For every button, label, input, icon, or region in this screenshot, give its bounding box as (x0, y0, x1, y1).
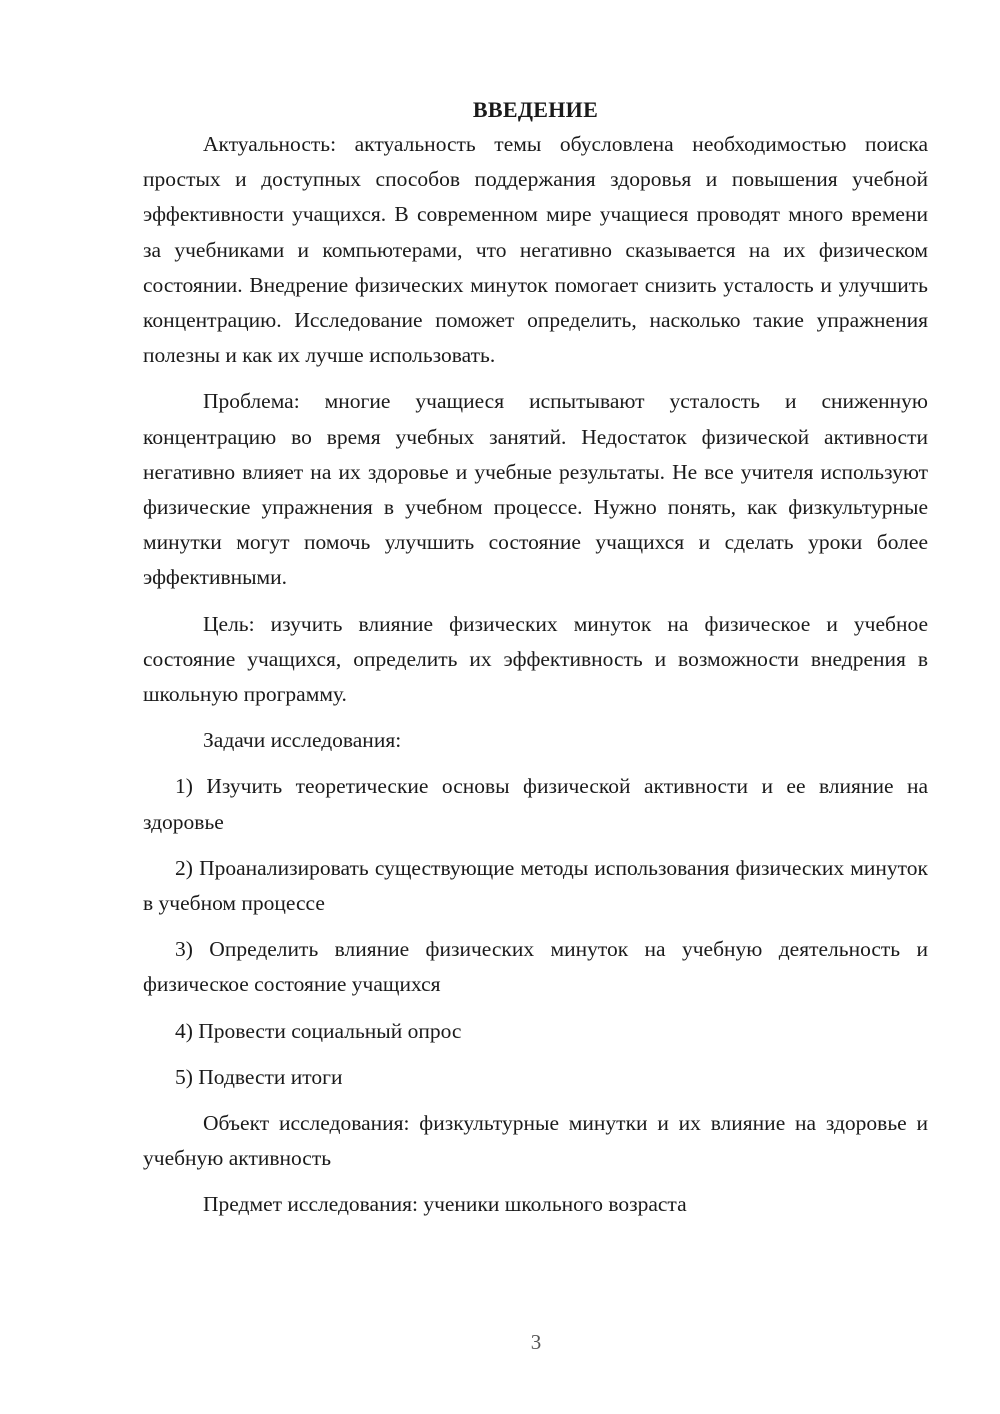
problem-paragraph: Проблема: многие учащиеся испытывают усталость и сниженную концентрацию во время учебных занятий. Недостаток физической активности негативно влияет на их здоровье и учебные результаты. Не все учителя используют физические упражнения в учебном процессе. Нужно понять, как физкультурные минутки могут помочь улучшить состояние учащихся и сделать уроки более эффективными. (143, 389, 928, 590)
page-number: 3 (530, 1330, 542, 1354)
goal-paragraph: Цель: изучить влияние физических минуток на физическое и учебное состояние учащихся, определить их эффективность и возможности внедрения в школьную программу. (143, 611, 928, 707)
task-item-1: 1) Изучить теоретические основы физической активности и ее влияние на здоровье (143, 774, 928, 834)
task-item-5: 5) Подвести итоги (175, 1064, 343, 1089)
subject-paragraph: Предмет исследования: ученики школьного возраста (203, 1192, 687, 1217)
object-paragraph: Объект исследования: физкультурные минутки и их влияние на здоровье и учебную активность (143, 1111, 928, 1171)
document-page (143, 92, 928, 1223)
tasks-heading: Задачи исследования: (203, 728, 402, 753)
page-title: ВВЕДЕНИЕ (472, 97, 599, 122)
task-item-4: 4) Провести социальный опрос (175, 1018, 462, 1043)
task-item-2: 2) Проанализировать существующие методы использования физических минуток в учебном процессе (143, 855, 928, 916)
task-item-3: 3) Определить влияние физических минуток на учебную деятельность и физическое состояние учащихся (143, 937, 928, 997)
relevance-paragraph: Актуальность: актуальность темы обусловлена необходимостью поиска простых и доступных способов поддержания здоровья и повышения учебной эффективности учащихся. В современном мире учащиеся проводят много времени за учебниками и компьютерами, что негативно сказывается на их физическом состоянии. Внедрение физических минуток помогает снизить усталость и улучшить концентрацию. Исследование поможет определить, насколько такие упражнения полезны и как их лучше использовать. (143, 132, 928, 368)
